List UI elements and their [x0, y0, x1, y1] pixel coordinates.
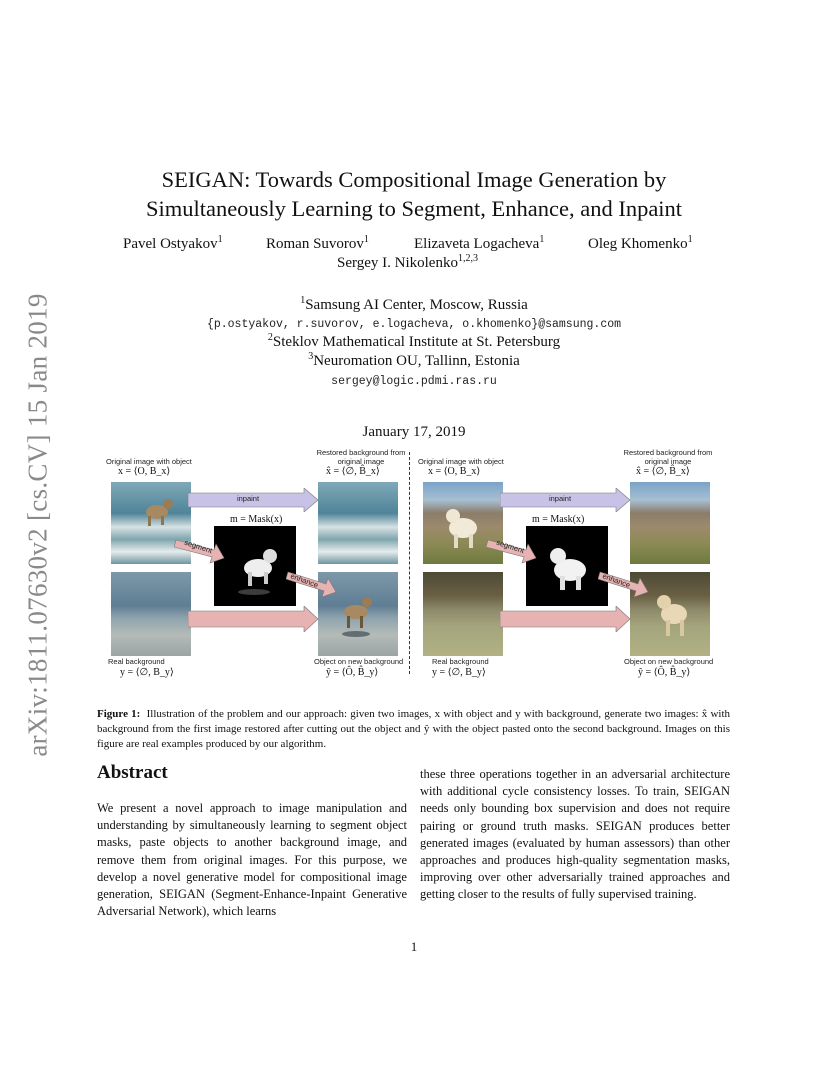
label-restored: Restored background from original image: [623, 448, 713, 466]
paper-title: SEIGAN: Towards Compositional Image Generation by Simultaneously Learning to Segment, Enhance, and Inpaint: [145, 167, 683, 221]
author: Oleg Khomenko$^1$: [588, 234, 693, 252]
author: Elizaveta Logacheva$^1$: [414, 234, 545, 252]
math-x-hat: x̂ = ⟨∅, B̂_x⟩: [636, 466, 690, 477]
caption-label: Figure 1:: [97, 708, 141, 720]
label-enhance: enhance: [289, 571, 320, 590]
affiliation-neuromation: $^3$Neuromation OU, Tallinn, Estonia: [308, 351, 520, 369]
math-y-hat: ŷ = ⟨Ô, B̂_y⟩: [326, 667, 379, 678]
figure-divider: [409, 452, 410, 674]
label-segment: segment: [183, 537, 214, 556]
abstract-right-column: these three operations together in an adversarial architecture with additional cycle consistency losses. To train, SEIGAN needs only bounding box supervision and does not require pairing or ground truth masks. SEIGAN produces better generated images (evaluated by human assessors) than other approaches and produces high-quality segmentation masks, improving over other adversarially trained approaches and getting closer to the results of fully supervised training.: [420, 767, 730, 902]
abstract-heading: Abstract: [97, 762, 168, 783]
figure-caption: [97, 707, 730, 752]
math-y: y = ⟨∅, B_y⟩: [120, 667, 174, 678]
author: Sergey I. Nikolenko$^{1,2,3}$: [337, 253, 478, 271]
label-inpaint: inpaint: [548, 494, 572, 503]
author: Roman Suvorov$^1$: [266, 234, 369, 252]
label-restored: Restored background from original image: [316, 448, 406, 466]
label-new-bg: Object on new background: [624, 657, 714, 666]
arxiv-stamp: arXiv:1811.07630v2 [cs.CV] 15 Jan 2019: [22, 293, 53, 757]
affiliation-samsung: $^1$Samsung AI Center, Moscow, Russia: [300, 295, 528, 313]
affiliation-steklov: $^2$Steklov Mathematical Institute at St. Petersburg: [267, 332, 561, 350]
label-inpaint: inpaint: [236, 494, 260, 503]
email-samsung: {p.ostyakov, r.suvorov, e.logacheva, o.khomenko}@samsung.com: [206, 318, 622, 331]
image-x-hat-field: [630, 482, 710, 564]
label-original: Original image with object: [106, 457, 192, 466]
label-original: Original image with object: [418, 457, 504, 466]
label-real-bg: Real background: [432, 657, 489, 666]
author-list: [0, 236, 828, 276]
math-mask: m = Mask(x): [532, 514, 585, 525]
date: January 17, 2019: [362, 424, 466, 440]
page-number: 1: [410, 939, 418, 954]
math-mask: m = Mask(x): [230, 514, 283, 525]
figure-1: [96, 446, 732, 686]
arrow-paste: [188, 606, 320, 632]
image-y-field: [423, 572, 503, 656]
math-x: x = ⟨O, B_x⟩: [118, 466, 171, 477]
caption-text: Illustration of the problem and our approach: given two images, x with object and y with background, generate two images: x̂ with background from the first image restored after cutting out the object and ŷ with the object pasted onto the second background. Images on this figure are real examples produced by our algorithm.: [97, 708, 731, 750]
arrow-paste: [500, 606, 632, 632]
image-x-hat-beach: [318, 482, 398, 564]
author: Pavel Ostyakov$^1$: [123, 234, 223, 252]
math-x-hat: x̂ = ⟨∅, B̂_x⟩: [326, 466, 380, 477]
email-neuromation: sergey@logic.pdmi.ras.ru: [331, 375, 497, 388]
image-mask-beach: [214, 526, 296, 606]
math-x: x = ⟨O, B_x⟩: [428, 466, 481, 477]
label-real-bg: Real background: [108, 657, 165, 666]
label-segment: segment: [495, 537, 526, 556]
image-mask-field: [526, 526, 608, 606]
math-y: y = ⟨∅, B_y⟩: [432, 667, 486, 678]
abstract-left-column: We present a novel approach to image manipulation and understanding by simultaneously learning to segment object masks, paste objects to another background image, and remove them from original images. For this purpose, we develop a novel generative model for compositional image generation, SEIGAN (Segment-Enhance-Inpaint Generative Adversarial Network), which learns: [97, 801, 407, 919]
label-new-bg: Object on new background: [314, 657, 404, 666]
label-enhance: enhance: [601, 571, 632, 590]
math-y-hat: ŷ = ⟨Ô, B̂_y⟩: [638, 667, 691, 678]
image-y-beach: [111, 572, 191, 656]
